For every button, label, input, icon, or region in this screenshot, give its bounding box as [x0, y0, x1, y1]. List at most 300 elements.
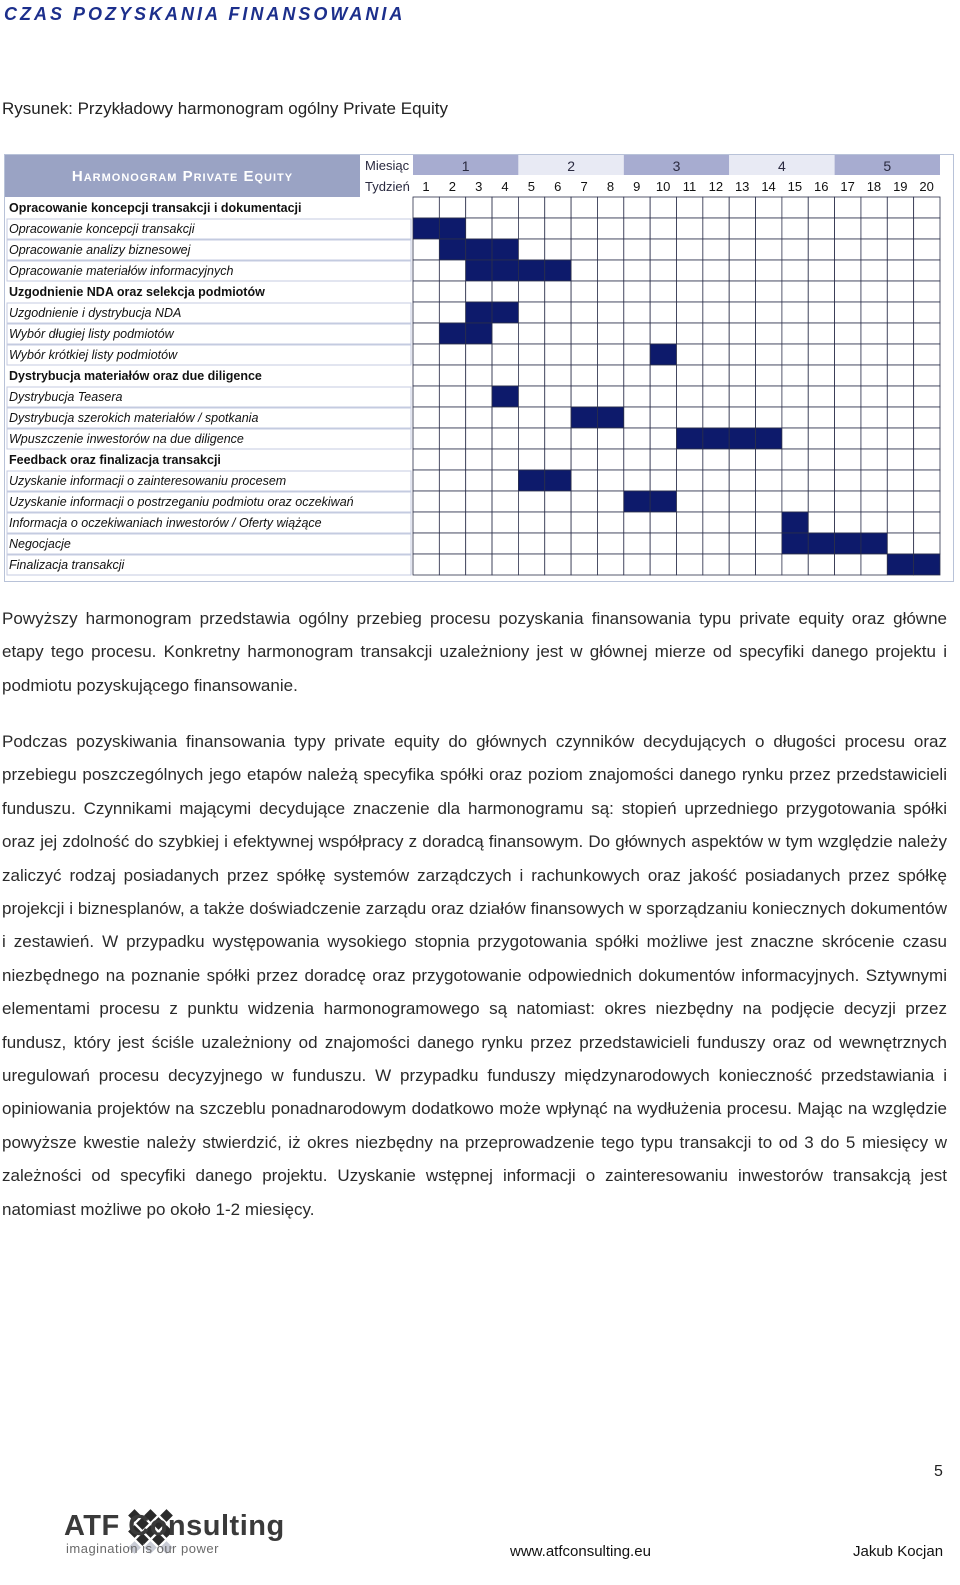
gantt-cell: [571, 344, 597, 365]
gantt-cell: [571, 323, 597, 344]
gantt-cell: [571, 533, 597, 554]
gantt-cell: [413, 533, 439, 554]
gantt-cell: [808, 323, 834, 344]
gantt-cell: [518, 554, 544, 575]
week-label: 15: [787, 179, 803, 194]
gantt-cell: [729, 449, 755, 470]
gantt-cell: [729, 491, 755, 512]
gantt-cell: [466, 218, 492, 239]
gantt-cell: [545, 512, 571, 533]
gantt-cell: [703, 533, 729, 554]
gantt-cell: [571, 449, 597, 470]
gantt-cell: [861, 470, 887, 491]
gantt-cell: [597, 491, 623, 512]
gantt-cell: [650, 365, 676, 386]
gantt-cell: [518, 239, 544, 260]
page-header-title: CZAS POZYSKANIA FINANSOWANIA: [4, 4, 406, 24]
gantt-cell: [756, 386, 782, 407]
gantt-cell: [624, 512, 650, 533]
gantt-cell: [518, 302, 544, 323]
gantt-cell: [914, 197, 940, 218]
gantt-cell: [624, 239, 650, 260]
gantt-cell: [703, 344, 729, 365]
gantt-cell: [571, 365, 597, 386]
gantt-cell: [492, 533, 518, 554]
gantt-cell: [782, 365, 808, 386]
month-label: 1: [461, 158, 470, 174]
gantt-cell: [835, 470, 861, 491]
gantt-cell: [466, 470, 492, 491]
gantt-cell: [677, 449, 703, 470]
gantt-cell: [545, 554, 571, 575]
gantt-task-label: Dystrybucja szerokich materiałów / spotkania: [9, 411, 259, 425]
gantt-cell: [887, 260, 913, 281]
gantt-cell: [914, 365, 940, 386]
gantt-cell-filled: [782, 512, 808, 533]
gantt-cell: [413, 281, 439, 302]
gantt-cell: [571, 197, 597, 218]
gantt-cell: [439, 386, 465, 407]
gantt-cell: [677, 470, 703, 491]
gantt-cell: [703, 323, 729, 344]
gantt-cell: [756, 302, 782, 323]
gantt-cell: [597, 512, 623, 533]
week-label: 16: [814, 179, 829, 194]
gantt-cell: [492, 554, 518, 575]
gantt-cell: [861, 344, 887, 365]
gantt-cell-filled: [703, 428, 729, 449]
gantt-cell: [914, 512, 940, 533]
gantt-cell: [729, 260, 755, 281]
gantt-cell: [545, 344, 571, 365]
gantt-cell: [729, 365, 755, 386]
gantt-cell: [466, 365, 492, 386]
gantt-cell-filled: [835, 533, 861, 554]
gantt-cell-filled: [887, 554, 913, 575]
gantt-cell-filled: [492, 260, 518, 281]
gantt-cell: [729, 323, 755, 344]
gantt-cell: [677, 407, 703, 428]
gantt-task-label: Negocjacje: [9, 537, 71, 551]
gantt-cell: [650, 512, 676, 533]
gantt-task-label: Opracowanie analizy biznesowej: [9, 243, 191, 257]
gantt-cell: [808, 197, 834, 218]
gantt-cell: [413, 197, 439, 218]
gantt-cell: [597, 260, 623, 281]
gantt-cell: [808, 428, 834, 449]
gantt-cell: [782, 281, 808, 302]
gantt-cell: [756, 512, 782, 533]
gantt-cell: [677, 344, 703, 365]
gantt-cell: [914, 260, 940, 281]
gantt-cell: [466, 449, 492, 470]
month-label: 5: [883, 158, 892, 174]
gantt-cell: [466, 491, 492, 512]
paragraph-intro: Powyższy harmonogram przedstawia ogólny przebieg procesu pozyskania finansowania typu private equity oraz główne etapy tego procesu. Konkretny harmonogram transakcji uzależniony jest w głównej mierze od specyfiki danego projektu i podmiotu pozyskującego finansowanie.: [2, 609, 947, 695]
gantt-cell: [887, 302, 913, 323]
week-label: 11: [682, 179, 697, 194]
gantt-cell: [729, 239, 755, 260]
gantt-cell: [518, 449, 544, 470]
gantt-cell: [703, 512, 729, 533]
gantt-cell: [782, 554, 808, 575]
gantt-cell: [887, 218, 913, 239]
gantt-cell: [545, 197, 571, 218]
week-label: 9: [633, 179, 641, 194]
gantt-cell: [597, 239, 623, 260]
gantt-cell: [703, 554, 729, 575]
gantt-cell: [729, 302, 755, 323]
gantt-cell: [518, 323, 544, 344]
gantt-cell: [914, 281, 940, 302]
gantt-cell: [887, 281, 913, 302]
gantt-cell: [413, 470, 439, 491]
gantt-cell: [782, 260, 808, 281]
gantt-cell: [808, 407, 834, 428]
gantt-cell: [571, 218, 597, 239]
gantt-cell: [597, 365, 623, 386]
gantt-cell: [703, 218, 729, 239]
gantt-cell: [861, 491, 887, 512]
gantt-cell: [756, 344, 782, 365]
gantt-cell: [756, 239, 782, 260]
gantt-cell: [835, 386, 861, 407]
gantt-cell: [545, 239, 571, 260]
gantt-cell: [677, 323, 703, 344]
gantt-cell: [808, 365, 834, 386]
gantt-cell: [624, 428, 650, 449]
gantt-cell: [545, 302, 571, 323]
gantt-cell: [413, 386, 439, 407]
gantt-cell-filled: [466, 323, 492, 344]
gantt-cell: [597, 302, 623, 323]
gantt-cell: [861, 197, 887, 218]
week-header-label: Tydzień: [365, 179, 410, 194]
gantt-cell: [861, 239, 887, 260]
gantt-cell: [887, 491, 913, 512]
gantt-cell: [413, 428, 439, 449]
gantt-cell: [518, 386, 544, 407]
gantt-cell: [624, 554, 650, 575]
gantt-cell-filled: [545, 260, 571, 281]
gantt-cell: [650, 470, 676, 491]
gantt-cell: [492, 449, 518, 470]
gantt-cell: [835, 323, 861, 344]
gantt-cell: [703, 491, 729, 512]
gantt-cell: [518, 344, 544, 365]
gantt-cell: [597, 554, 623, 575]
gantt-cell: [887, 407, 913, 428]
gantt-cell: [597, 386, 623, 407]
gantt-cell-filled: [492, 302, 518, 323]
gantt-cell: [861, 323, 887, 344]
gantt-cell: [887, 428, 913, 449]
gantt-cell: [518, 218, 544, 239]
gantt-cell: [808, 470, 834, 491]
week-label: 5: [527, 179, 535, 194]
gantt-cell: [729, 344, 755, 365]
gantt-cell: [571, 554, 597, 575]
gantt-cell: [835, 554, 861, 575]
gantt-cell: [703, 260, 729, 281]
gantt-cell: [782, 491, 808, 512]
gantt-cell: [756, 260, 782, 281]
gantt-cell-filled: [571, 407, 597, 428]
gantt-cell: [914, 491, 940, 512]
gantt-cell: [597, 470, 623, 491]
month-header-label: Miesiąc: [365, 158, 410, 173]
week-label: 10: [655, 179, 671, 194]
gantt-cell: [545, 491, 571, 512]
gantt-cell: [914, 386, 940, 407]
gantt-task-label: Uzgodnienie i dystrybucja NDA: [9, 306, 182, 320]
gantt-cell: [492, 428, 518, 449]
gantt-cell: [545, 323, 571, 344]
gantt-cell: [518, 491, 544, 512]
gantt-cell: [439, 281, 465, 302]
gantt-cell: [861, 428, 887, 449]
month-label: 4: [777, 158, 786, 174]
gantt-cell: [571, 239, 597, 260]
gantt-cell-filled: [545, 470, 571, 491]
gantt-cell: [835, 197, 861, 218]
gantt-cell: [677, 365, 703, 386]
month-label: 2: [567, 158, 575, 174]
gantt-cell: [518, 533, 544, 554]
gantt-cell: [439, 344, 465, 365]
gantt-cell: [756, 365, 782, 386]
gantt-cell: [518, 407, 544, 428]
gantt-cell: [545, 281, 571, 302]
week-label: 6: [554, 179, 562, 194]
gantt-cell-filled: [439, 239, 465, 260]
gantt-cell: [439, 197, 465, 218]
gantt-cell: [439, 449, 465, 470]
gantt-cell: [571, 491, 597, 512]
figure-caption: Rysunek: Przykładowy harmonogram ogólny Private Equity: [2, 99, 448, 118]
gantt-cell: [571, 428, 597, 449]
gantt-cell: [703, 365, 729, 386]
gantt-cell: [756, 323, 782, 344]
gantt-cell-filled: [624, 491, 650, 512]
gantt-cell: [729, 197, 755, 218]
gantt-cell: [466, 533, 492, 554]
gantt-cell: [677, 197, 703, 218]
gantt-cell: [650, 449, 676, 470]
gantt-cell: [492, 323, 518, 344]
gantt-cell: [545, 218, 571, 239]
week-label: 13: [734, 179, 750, 194]
gantt-cell: [597, 197, 623, 218]
gantt-cell: [914, 449, 940, 470]
gantt-section-label: Uzgodnienie NDA oraz selekcja podmiotów: [9, 285, 265, 299]
gantt-cell: [887, 470, 913, 491]
gantt-cell: [624, 197, 650, 218]
gantt-task-label: Opracowanie materiałów informacyjnych: [9, 264, 234, 278]
gantt-cell: [624, 218, 650, 239]
gantt-cell: [466, 512, 492, 533]
gantt-cell-filled: [914, 554, 940, 575]
gantt-cell: [808, 344, 834, 365]
gantt-cell: [887, 239, 913, 260]
week-label: 2: [448, 179, 456, 194]
gantt-cell: [835, 407, 861, 428]
gantt-cell: [808, 218, 834, 239]
gantt-cell: [439, 260, 465, 281]
gantt-cell: [887, 197, 913, 218]
gantt-cell: [861, 449, 887, 470]
gantt-cell: [835, 428, 861, 449]
gantt-cell: [624, 260, 650, 281]
gantt-cell: [887, 323, 913, 344]
gantt-cell: [492, 407, 518, 428]
gantt-cell: [413, 554, 439, 575]
gantt-cell: [413, 344, 439, 365]
gantt-cell: [677, 491, 703, 512]
gantt-cell: [677, 302, 703, 323]
gantt-cell: [835, 260, 861, 281]
gantt-cell: [703, 281, 729, 302]
gantt-cell: [835, 491, 861, 512]
gantt-cell-filled: [439, 323, 465, 344]
footer-website-link[interactable]: www.atfconsulting.eu: [510, 1543, 651, 1560]
gantt-cell: [703, 407, 729, 428]
gantt-cell: [650, 197, 676, 218]
gantt-cell: [413, 365, 439, 386]
gantt-cell: [413, 323, 439, 344]
gantt-cell: [650, 323, 676, 344]
gantt-cell: [413, 407, 439, 428]
gantt-task-label: Opracowanie koncepcji transakcji: [9, 222, 195, 236]
gantt-cell: [439, 533, 465, 554]
gantt-cell: [518, 512, 544, 533]
gantt-cell-filled: [518, 470, 544, 491]
week-label: 18: [866, 179, 882, 194]
gantt-cell: [914, 470, 940, 491]
gantt-task-label: Uzyskanie informacji o postrzeganiu podmiotu oraz oczekiwań: [9, 495, 354, 509]
gantt-cell: [729, 533, 755, 554]
gantt-cell: [756, 449, 782, 470]
gantt-cell: [466, 407, 492, 428]
gantt-cell: [808, 260, 834, 281]
gantt-cell-filled: [782, 533, 808, 554]
gantt-cell: [439, 407, 465, 428]
gantt-cell-filled: [466, 302, 492, 323]
gantt-cell-filled: [492, 386, 518, 407]
gantt-cell: [782, 344, 808, 365]
gantt-cell: [518, 365, 544, 386]
company-name: ATF Consulting: [64, 1510, 285, 1542]
gantt-cell: [887, 344, 913, 365]
gantt-cell: [782, 239, 808, 260]
gantt-cell: [650, 386, 676, 407]
gantt-cell: [650, 281, 676, 302]
gantt-cell: [729, 218, 755, 239]
gantt-cell: [413, 449, 439, 470]
gantt-cell: [677, 533, 703, 554]
week-label: 1: [422, 179, 430, 194]
gantt-cell-filled: [808, 533, 834, 554]
gantt-cell: [861, 302, 887, 323]
gantt-cell: [782, 386, 808, 407]
gantt-cell: [597, 323, 623, 344]
gantt-section-label: Opracowanie koncepcji transakcji i dokumentacji: [9, 201, 302, 215]
gantt-cell: [492, 491, 518, 512]
gantt-cell: [808, 491, 834, 512]
gantt-cell: [413, 239, 439, 260]
week-label: 20: [919, 179, 934, 194]
gantt-cell-filled: [650, 344, 676, 365]
gantt-cell: [914, 302, 940, 323]
gantt-cell: [518, 197, 544, 218]
gantt-cell: [782, 197, 808, 218]
gantt-cell: [729, 386, 755, 407]
gantt-cell: [703, 302, 729, 323]
gantt-cell: [861, 365, 887, 386]
gantt-cell: [439, 302, 465, 323]
gantt-cell: [703, 386, 729, 407]
gantt-cell-filled: [597, 407, 623, 428]
page-number: 5: [934, 1463, 943, 1480]
gantt-cell-filled: [518, 260, 544, 281]
gantt-cell: [782, 449, 808, 470]
gantt-cell: [492, 512, 518, 533]
gantt-cell: [545, 449, 571, 470]
gantt-cell: [756, 491, 782, 512]
gantt-cell: [887, 449, 913, 470]
gantt-cell: [835, 302, 861, 323]
gantt-cell: [861, 512, 887, 533]
gantt-cell: [914, 344, 940, 365]
gantt-cell: [545, 407, 571, 428]
gantt-cell-filled: [439, 218, 465, 239]
gantt-cell: [861, 218, 887, 239]
gantt-cell: [624, 302, 650, 323]
gantt-cell: [492, 281, 518, 302]
gantt-cell: [677, 281, 703, 302]
gantt-cell: [518, 281, 544, 302]
gantt-cell-filled: [756, 428, 782, 449]
gantt-cell: [861, 386, 887, 407]
gantt-cell: [571, 281, 597, 302]
week-label: 4: [501, 179, 509, 194]
gantt-cell: [808, 386, 834, 407]
gantt-cell: [597, 428, 623, 449]
gantt-cell: [677, 512, 703, 533]
gantt-cell: [597, 533, 623, 554]
gantt-cell: [861, 407, 887, 428]
gantt-cell-filled: [861, 533, 887, 554]
gantt-cell: [624, 533, 650, 554]
gantt-cell: [808, 512, 834, 533]
gantt-cell: [492, 197, 518, 218]
gantt-cell: [835, 281, 861, 302]
gantt-cell: [756, 407, 782, 428]
gantt-cell: [545, 533, 571, 554]
gantt-cell: [571, 302, 597, 323]
gantt-cell: [782, 218, 808, 239]
gantt-cell: [914, 218, 940, 239]
gantt-cell: [466, 428, 492, 449]
gantt-cell: [439, 491, 465, 512]
gantt-cell: [756, 470, 782, 491]
gantt-cell: [624, 449, 650, 470]
gantt-cell: [439, 512, 465, 533]
gantt-cell: [597, 344, 623, 365]
gantt-cell: [413, 302, 439, 323]
footer-author: Jakub Kocjan: [853, 1543, 944, 1560]
gantt-task-label: Finalizacja transakcji: [9, 558, 125, 572]
